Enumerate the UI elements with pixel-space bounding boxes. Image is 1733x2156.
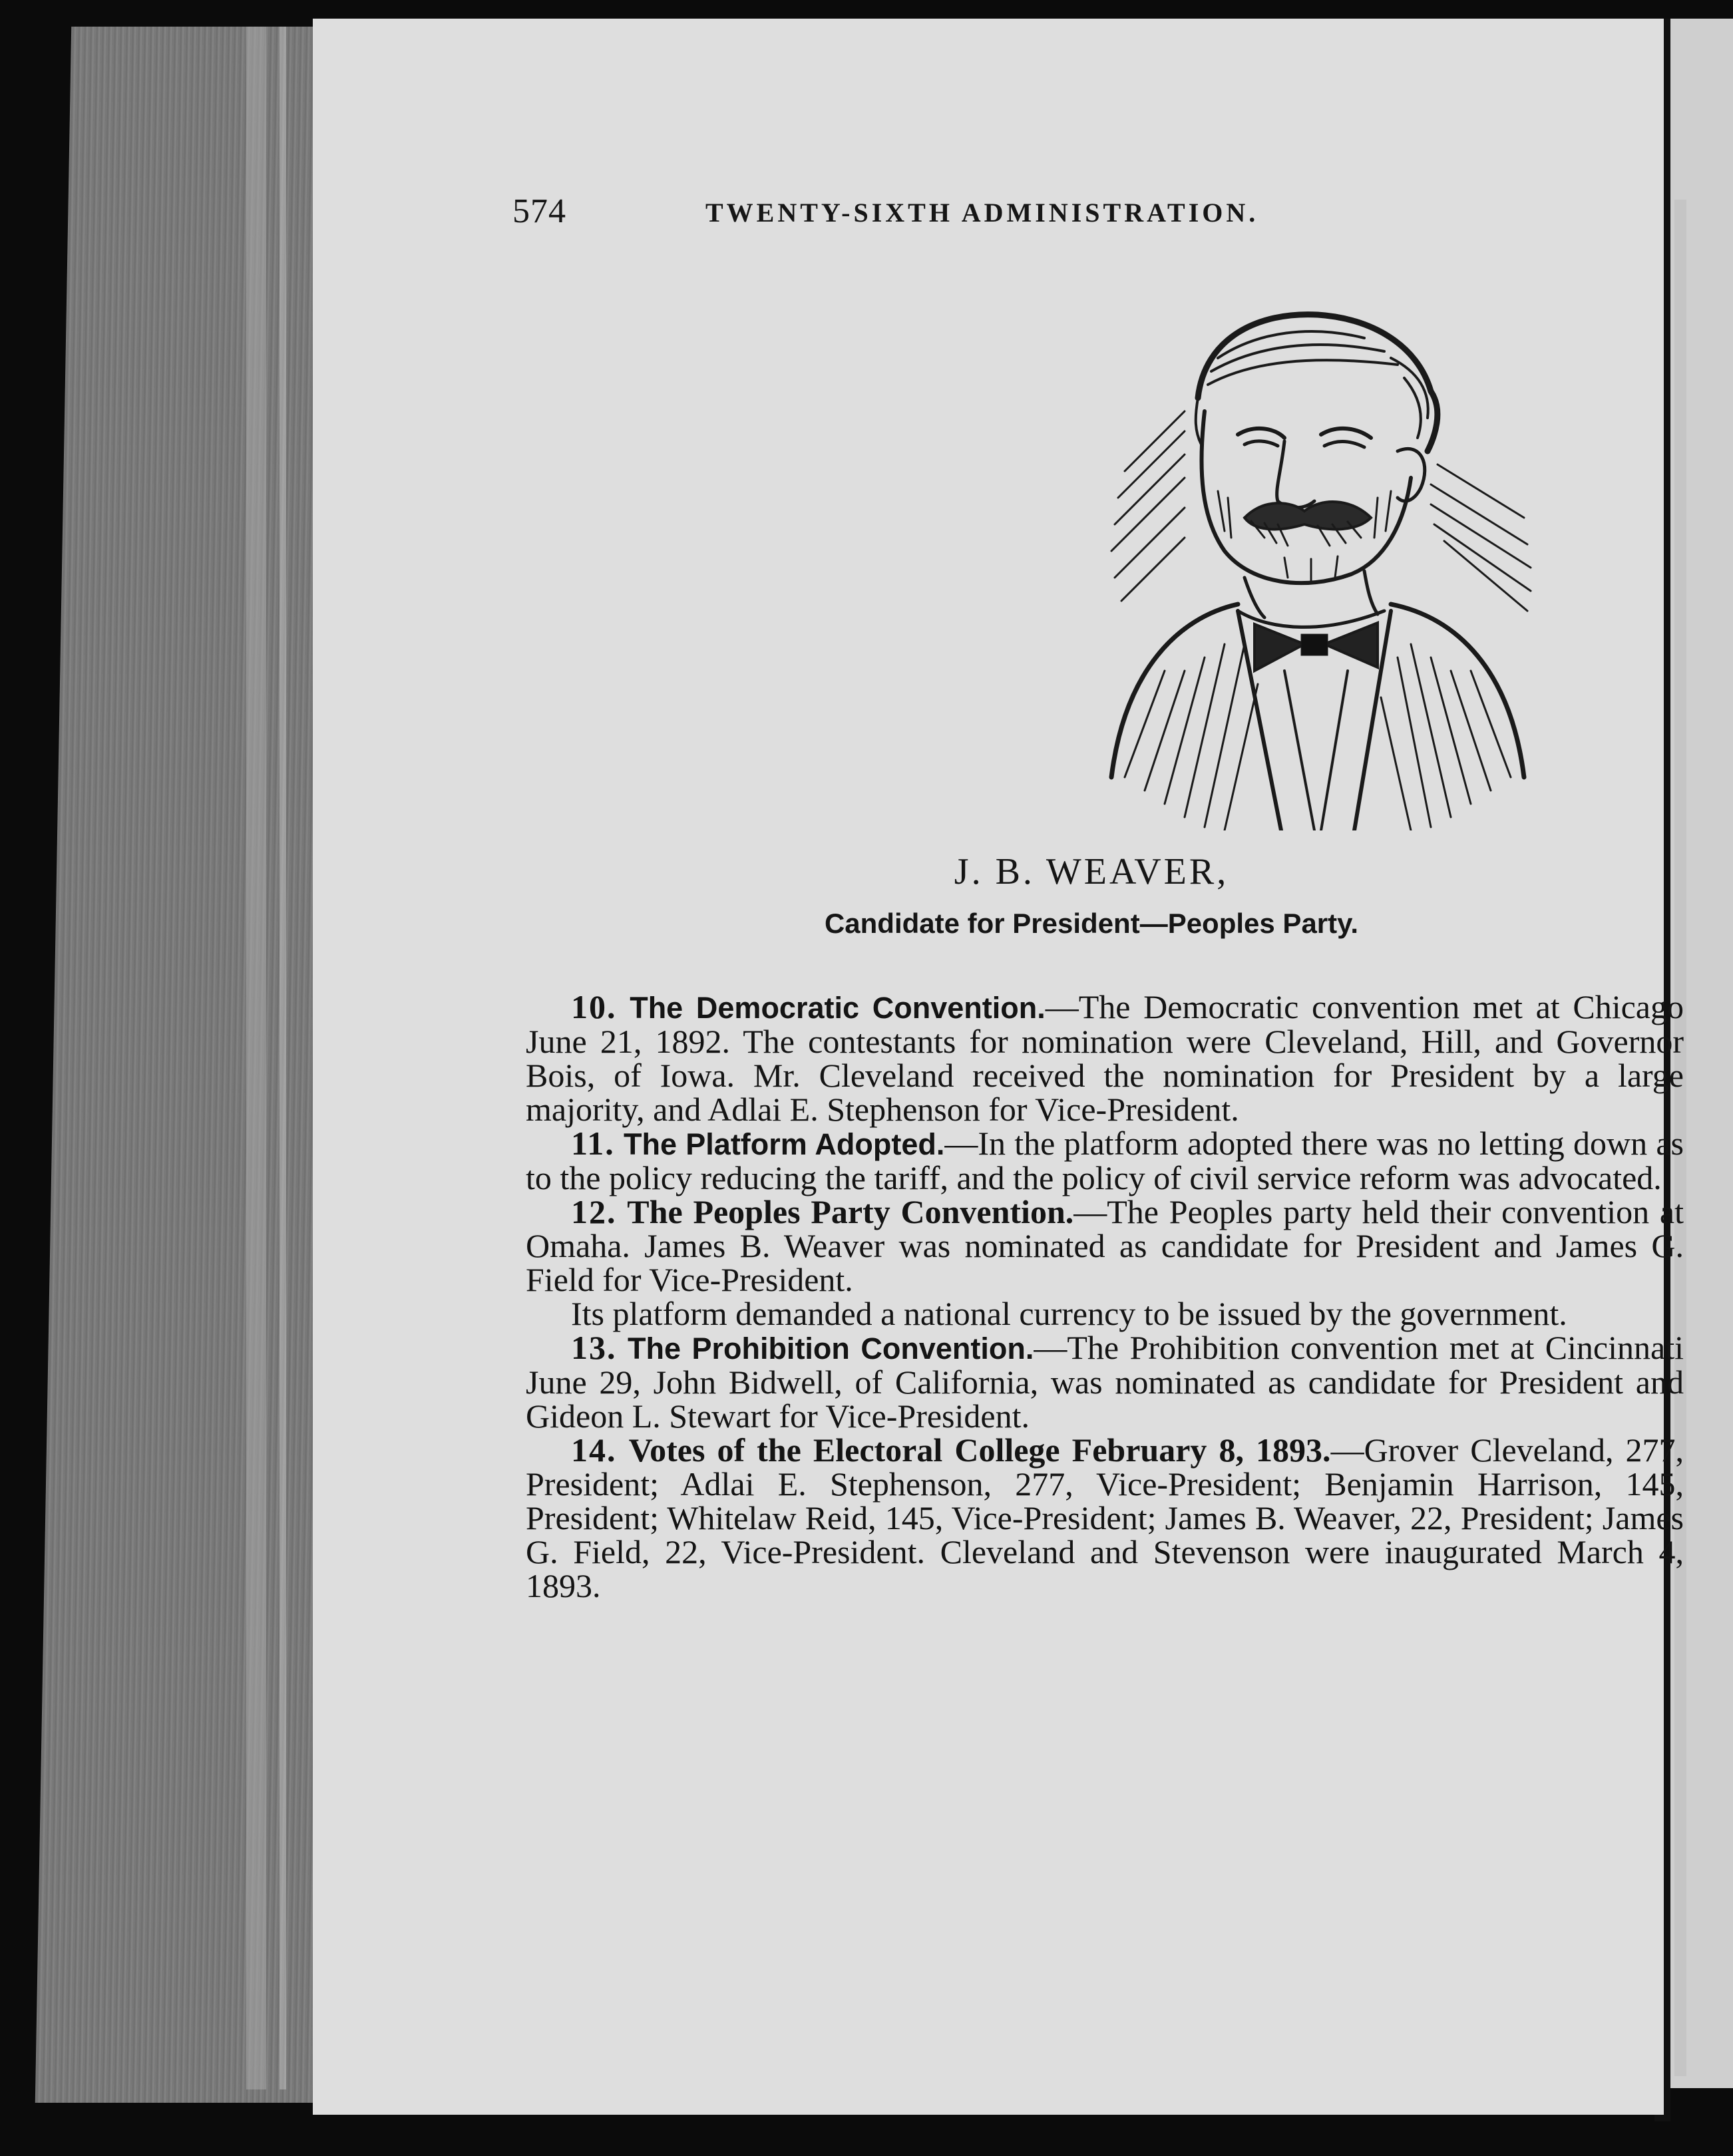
section-number: 10.: [571, 988, 617, 1025]
page-number: 574: [512, 192, 566, 230]
section-number: 12.: [571, 1193, 617, 1230]
section-heading: The Peoples Party Convention.: [627, 1193, 1074, 1230]
section-11: [526, 1127, 1684, 1195]
book-page: [313, 19, 1684, 2115]
section-13: [526, 1331, 1684, 1433]
section-number: 11.: [571, 1125, 615, 1162]
section-heading: Votes of the Electoral College February 8, 1893.: [628, 1431, 1331, 1469]
portrait-caption-name: J. B. WEAVER,: [954, 851, 1229, 892]
section-14: [526, 1433, 1684, 1603]
running-title: TWENTY-SIXTH ADMINISTRATION.: [705, 198, 1259, 228]
article-body: [526, 990, 1684, 1603]
section-heading: The Platform Adopted.: [624, 1127, 945, 1161]
section-text: —The Peoples party held their convention at Omaha. James B. Weaver was nominated as candidate for President and James G. Field for Vice-President.: [526, 1193, 1684, 1298]
section-10: [526, 990, 1684, 1127]
section-text: —The Prohibition convention met at Cincinnati June 29, John Bidwell, of California, was nominated as candidate for President and Gideon L. Stewart for Vice-President.: [526, 1329, 1684, 1435]
page-edge-highlight: [246, 27, 266, 2089]
section-heading: The Democratic Convention.: [630, 991, 1046, 1025]
section-text: —Grover Cleveland, 277, President; Adlai E. Stephenson, 277, Vice-President; Benjamin Harrison, 145, President; Whitelaw Reid, 145, Vice-President; James B. Weaver, 22, President; James G. Field, 22, Vice-President. Cleveland and Stevenson were inaugurated March 4, 1893.: [526, 1431, 1684, 1604]
section-number: 13.: [571, 1329, 617, 1366]
portrait-engraving: [1085, 298, 1551, 830]
section-text: —In the platform adopted there was no letting down as to the policy reducing the tariff, and the policy of civil service reform was advocated.: [526, 1125, 1684, 1196]
section-heading: The Prohibition Convention.: [627, 1332, 1034, 1365]
page-header: [512, 192, 1644, 252]
section-12: [526, 1195, 1684, 1297]
page-edge-highlight: [280, 27, 286, 2089]
section-text: Its platform demanded a national currency to be issued by the government.: [571, 1295, 1567, 1332]
section-text: —The Democratic convention met at Chicago June 21, 1892. The contestants for nomination were Cleveland, Hill, and Governor Bois, of Iowa. Mr. Cleveland received the nomination for President by a large majority, and Adlai E. Stephenson for Vice-President.: [526, 988, 1684, 1128]
portrait-caption-subtitle: Candidate for President—Peoples Party.: [824, 908, 1359, 939]
section-number: 14.: [571, 1431, 617, 1469]
section-12-continued: [526, 1297, 1684, 1331]
